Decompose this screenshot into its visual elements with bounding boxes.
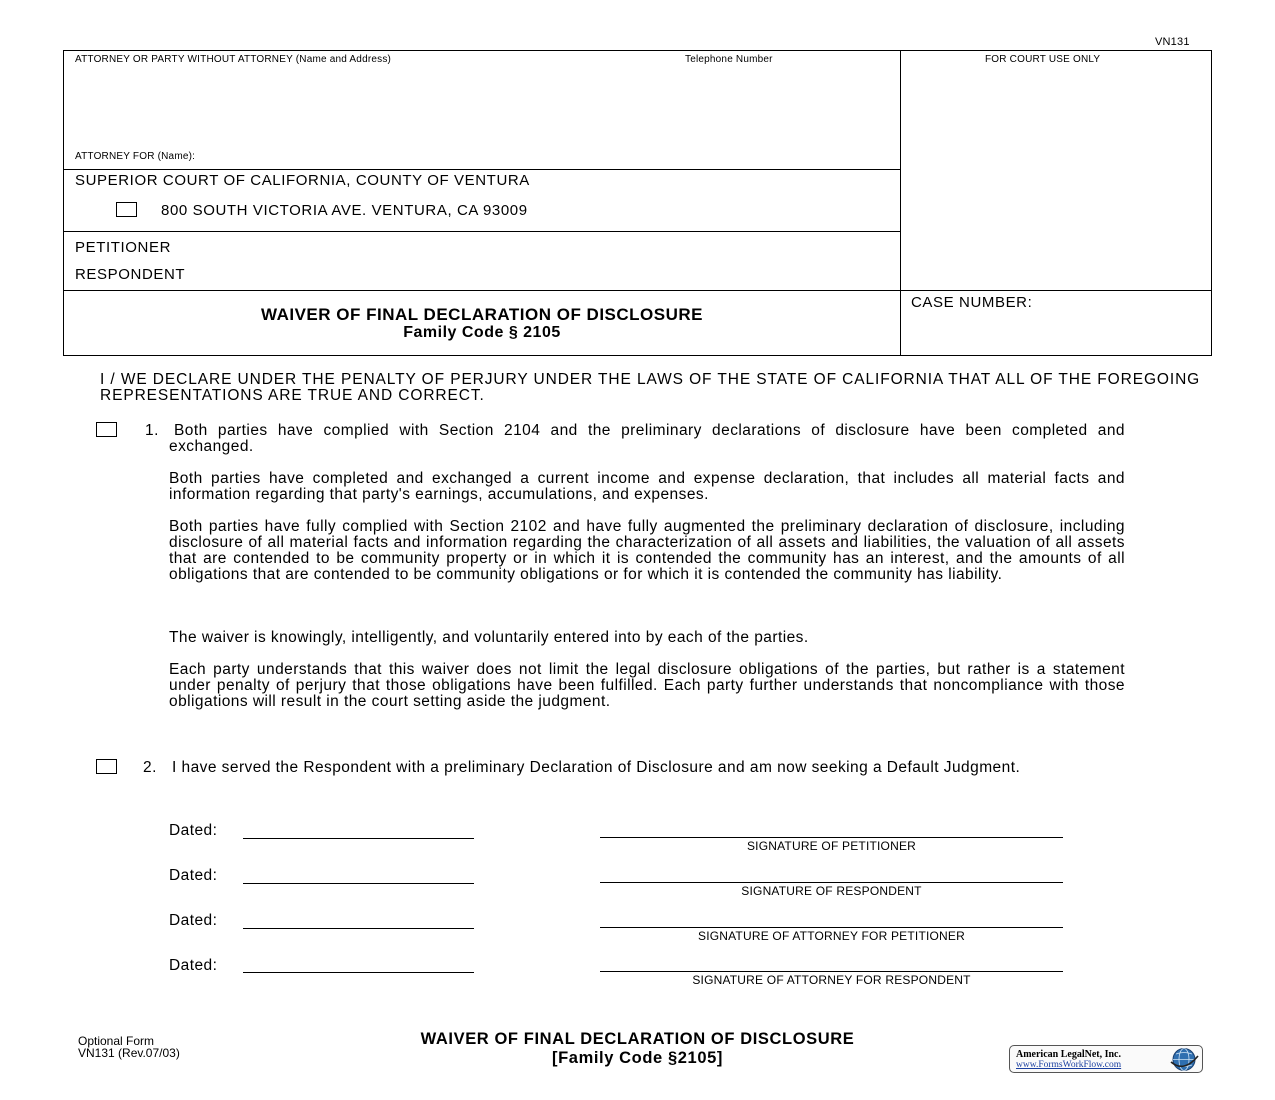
item-1-checkbox[interactable] bbox=[96, 422, 117, 437]
court-use-label: FOR COURT USE ONLY bbox=[985, 54, 1101, 65]
globe-icon bbox=[1168, 1047, 1200, 1072]
form-title: WAIVER OF FINAL DECLARATION OF DISCLOSURE bbox=[260, 305, 704, 324]
telephone-field[interactable] bbox=[685, 66, 890, 150]
footer-title: WAIVER OF FINAL DECLARATION OF DISCLOSURE bbox=[420, 1030, 855, 1048]
form-subtitle: Family Code § 2105 bbox=[403, 324, 561, 341]
respondent-field[interactable] bbox=[210, 264, 890, 284]
logo-url-link[interactable]: www.FormsWorkFlow.com bbox=[1016, 1060, 1122, 1070]
court-address: 800 SOUTH VICTORIA AVE. VENTURA, CA 93009 bbox=[161, 202, 528, 219]
date-field-petitioner[interactable] bbox=[243, 838, 474, 839]
optional-form-label: Optional Form bbox=[78, 1034, 155, 1048]
court-name: SUPERIOR COURT OF CALIFORNIA, COUNTY OF VENTURA bbox=[75, 172, 530, 189]
signature-line-petitioner[interactable] bbox=[600, 837, 1063, 838]
item-1-text: Both parties have complied with Section 2104 and the preliminary declarations of disclosure have been completed and exchanged. bbox=[169, 422, 1125, 455]
signature-caption: SIGNATURE OF ATTORNEY FOR PETITIONER bbox=[697, 929, 965, 943]
signature-caption: SIGNATURE OF PETITIONER bbox=[746, 839, 917, 853]
item-1-paragraph: Each party understands that this waiver does not limit the legal disclosure obligations of the parties, but rather is a statement under penalty of perjury that those obligations have been fulfilled. Each party further understands that noncompliance with those obligations will result in the court setting aside the judgment. bbox=[169, 661, 1125, 710]
item-2-number: 2. bbox=[143, 759, 157, 776]
dated-label: Dated: bbox=[169, 912, 218, 929]
petitioner-label: PETITIONER bbox=[75, 239, 172, 256]
attorney-for-field[interactable] bbox=[200, 148, 890, 166]
attorney-for-label: ATTORNEY FOR (Name): bbox=[75, 151, 196, 162]
footer-subtitle: [Family Code §2105] bbox=[552, 1049, 723, 1067]
item-1-paragraph: The waiver is knowingly, intelligently, and voluntarily entered into by each of the parties. bbox=[169, 629, 809, 646]
date-field-attorney-petitioner[interactable] bbox=[243, 928, 474, 929]
american-legalnet-logo[interactable] bbox=[1009, 1045, 1203, 1073]
date-field-attorney-respondent[interactable] bbox=[243, 972, 474, 973]
perjury-declaration: I / WE DECLARE UNDER THE PENALTY OF PERJURY UNDER THE LAWS OF THE STATE OF CALIFORNIA THAT ALL OF THE FOREGOING REPRESENTATIONS ARE TRUE AND CORRECT. bbox=[100, 371, 1201, 404]
case-number-label: CASE NUMBER: bbox=[911, 294, 1033, 311]
logo-company-name: American LegalNet, Inc. bbox=[1016, 1049, 1121, 1060]
petitioner-field[interactable] bbox=[200, 237, 890, 257]
signature-caption: SIGNATURE OF RESPONDENT bbox=[741, 884, 922, 898]
attorney-name-address-field[interactable] bbox=[75, 66, 675, 150]
signature-line-attorney-respondent[interactable] bbox=[600, 971, 1063, 972]
attorney-label: ATTORNEY OR PARTY WITHOUT ATTORNEY (Name and Address) bbox=[75, 54, 392, 65]
dated-label: Dated: bbox=[169, 867, 218, 884]
item-2-checkbox[interactable] bbox=[96, 759, 117, 774]
signature-caption: SIGNATURE OF ATTORNEY FOR RESPONDENT bbox=[692, 973, 971, 987]
date-field-respondent[interactable] bbox=[243, 883, 474, 884]
signature-line-respondent[interactable] bbox=[600, 882, 1063, 883]
item-2-text: I have served the Respondent with a preliminary Declaration of Disclosure and am now seeking a Default Judgment. bbox=[172, 759, 1021, 776]
dated-label: Dated: bbox=[169, 822, 218, 839]
signature-line-attorney-petitioner[interactable] bbox=[600, 927, 1063, 928]
form-id: VN131 bbox=[1155, 36, 1190, 48]
telephone-label: Telephone Number bbox=[685, 54, 773, 65]
court-address-checkbox[interactable] bbox=[116, 202, 137, 217]
item-1-paragraph: Both parties have completed and exchanged a current income and expense declaration, that includes all material facts and information regarding that party's earnings, accumulations, and expenses. bbox=[169, 470, 1125, 503]
respondent-label: RESPONDENT bbox=[75, 266, 186, 283]
form-revision: VN131 (Rev.07/03) bbox=[78, 1046, 180, 1060]
item-1-paragraph: Both parties have fully complied with Section 2102 and have fully augmented the preliminary declaration of disclosure, including disclosure of all material facts and information regarding the characterization of all assets and liabilities, the valuation of all assets that are contended to be community property or in which it is contended the community has an interest, and the amounts of all obligations that are contended to be community obligations or for which it is contended the community has liability. bbox=[169, 518, 1125, 583]
case-number-field[interactable] bbox=[911, 314, 1201, 348]
dated-label: Dated: bbox=[169, 957, 218, 974]
item-1-number: 1. bbox=[145, 422, 159, 439]
